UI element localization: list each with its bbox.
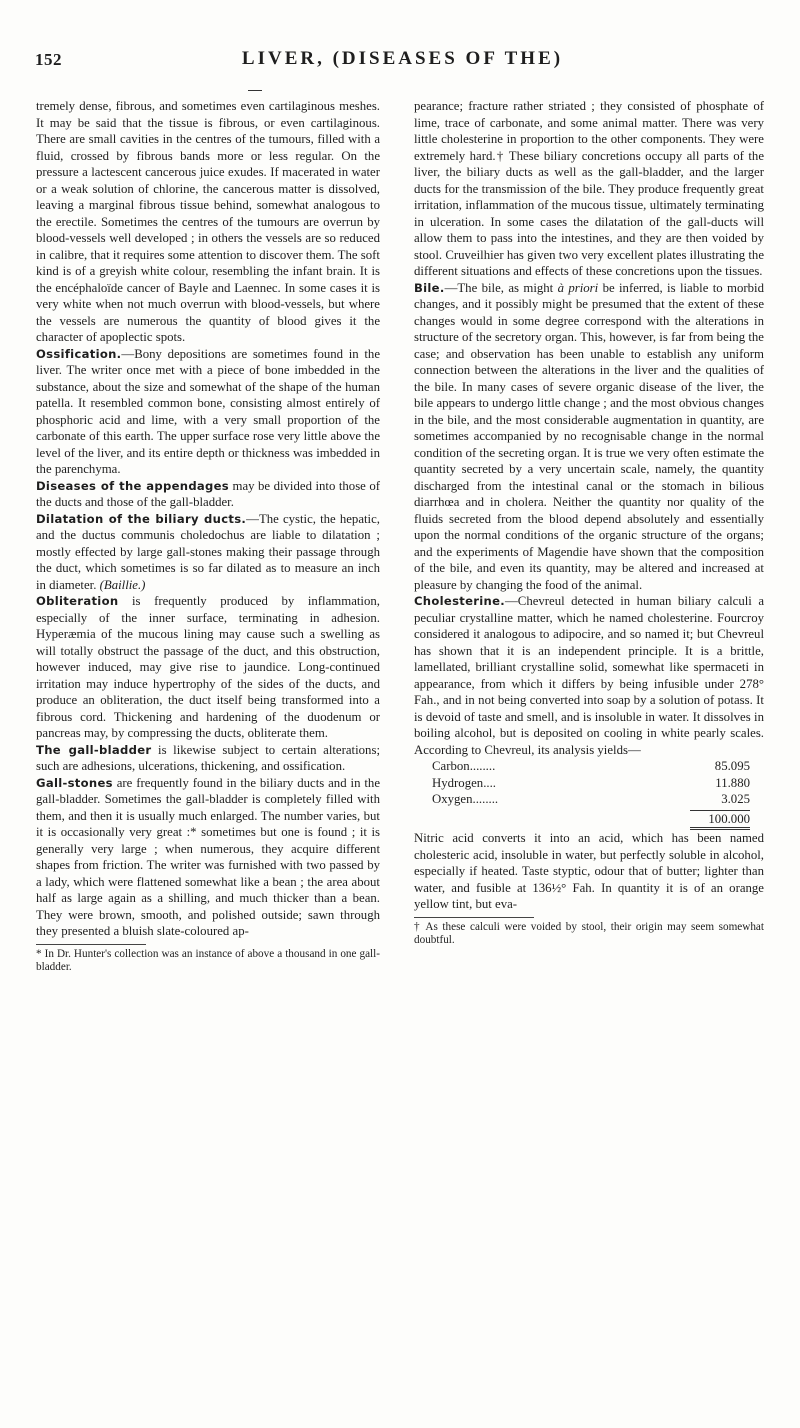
heading-cholesterine: Cholesterine. — [414, 594, 505, 608]
heading-gall-bladder: The gall-bladder — [36, 742, 152, 757]
analysis-name: Carbon — [432, 759, 470, 773]
page-number: 152 — [35, 50, 62, 69]
heading-obliteration: Obliteration — [36, 594, 119, 608]
analysis-dots: .... — [483, 775, 496, 790]
paragraph-appendages — [36, 478, 380, 511]
paragraph-calculi-appearance: pearance; fracture rather striated ; they consisted of phosphate of lime, trace of carbonate, and some animal matter. There was very little cholesterine in proportion to the other components. They were extremely hard.† These biliary concretions occupy all parts of the liver, the biliary ducts as well as the gall-bladder, and the larger ducts for the transmission of the bile. They produce frequently great irritation, inflammation of the mucous tissue, ultimately terminating in ulceration. In some cases the dilatation of the gall-ducts will allow them to pass into the intestines, and they are then voided by stool. Cruveilhier has given two very excellent plates illustrating the different situations and effects of these concretions upon the tissues. — [414, 99, 764, 278]
footnote-rule — [36, 944, 146, 945]
dilatation-citation: (Baillie.) — [99, 577, 146, 592]
ossification-text: —Bony depositions are sometimes found in the liver. The writer once met with a piece of bone imbedded in the substance, about the size and somewhat of the shape of the human patella. It resembled common bone, consisting almost entirely of phosphoric acid and lime, with a very small proportion of the carbonate of this earth. The upper surface rose very little above the level of the liver, and its entire depth or thickness was imbedded in the parenchyma. — [36, 346, 380, 476]
bile-text-a: —The bile, as might — [444, 280, 558, 295]
analysis-name: Hydrogen — [432, 775, 484, 790]
header-ornament — [248, 90, 262, 97]
bile-text-b: be inferred, is liable to morbid changes, and it possibly might be presumed that the extent of these changes would in some degree correspond with the alterations in structure of the secretory organ. This, however, is far from being the case; and observation has been unable to establish any uniform connection between the alterations in the liver and the qualities of the bile. In many cases of severe organic disease of the liver, the bile appears to undergo little change ; and the most obvious changes in the bile, and the most considerable augmentation in quantity, are sometimes accompanied by no recognisable change in the normal condition of the secreting organ. It is true we very often estimate the quantity secreted by a very uncertain scale, namely, the quantity discharged from the intestinal canal or the stomach in bilious diarrhœa and in cholera. Neither the quantity nor quality of the fluids secreted from the blood depend absolutely and essentially upon the normal conditions of the organic structure of the organs; and the experiments of Magendie have shown that the composition of the bile, and even its quantity, may be altered and increased at pleasure by changing the food of the animal. — [414, 280, 764, 592]
left-column — [36, 98, 380, 974]
analysis-table — [432, 758, 750, 830]
gall-bladder-text: is likewise subject to certain alterations; such are adhesions, ulcerations, thickening, and ossification. — [36, 742, 380, 773]
analysis-dots: ........ — [469, 759, 496, 773]
cholesterine-text: —Chevreul detected in human biliary calculi a peculiar crystalline matter, which he named cholesterine. Fourcroy considered it analogous to adipocire, and so named it; but Chevreul has shown that it is an independent principle. It is a brittle, lamellated, brilliant crystalline solid, somewhat like spermaceti in appearance, from which it differs by being infusible under 278° Fah., and in not being converted into soap by a solution of potass. It is devoid of taste and smell, and is insoluble in water. It dissolves in boiling alcohol, but is deposited on cooling in white pearly scales. According to Chevreul, its analysis yields— — [414, 594, 764, 757]
dilatation-text: —The cystic, the hepatic, and the ductus communis choledochus are liable to dilatation ; mostly effected by large gall-stones making their passage through the duct, which sometimes is so far dilated as to measure an inch in diameter. — [36, 511, 380, 592]
heading-ossification: Ossification. — [36, 346, 122, 361]
obliteration-text: is frequently produced by inflammation, especially of the inner surface, terminating in adhesion. Hyperæmia of the mucous lining may cause such a swelling as will totally obstruct the passage of the duct, and this obstruction, however induced, may give rise to jaundice. Long-continued irritation may induce hypertrophy of the sides of the ducts, and produce an obliteration, the duct itself being transformed into a fibrous cord. Thickening and hardening of the duodenum or pancreas may, by compressing the ducts, obliterate them. — [36, 594, 380, 740]
analysis-row — [432, 758, 750, 775]
footnote-rule-right — [414, 917, 534, 918]
page-header — [35, 42, 770, 72]
analysis-total-row — [432, 811, 750, 828]
analysis-dots: ........ — [472, 792, 499, 806]
heading-dilatation: Dilatation of the biliary ducts. — [36, 511, 247, 526]
heading-gall-stones: Gall-stones — [36, 775, 113, 790]
analysis-value: 85.095 — [714, 759, 750, 773]
paragraph-gall-bladder — [36, 742, 380, 775]
analysis-value: 3.025 — [721, 792, 750, 806]
paragraph-obliteration — [36, 593, 380, 742]
paragraph-cholesterine — [414, 593, 764, 758]
analysis-row — [432, 791, 750, 808]
footnote-left: * In Dr. Hunter's collection was an instance of above a thousand in one gall-bladder. — [36, 947, 380, 973]
heading-bile: Bile. — [414, 280, 445, 295]
bile-italic: à priori — [557, 280, 599, 295]
right-column — [414, 98, 764, 947]
paragraph-ossification — [36, 346, 380, 478]
analysis-total: 100.000 — [708, 811, 750, 826]
paragraph-dilatation — [36, 511, 380, 594]
analysis-name: Oxygen — [432, 792, 473, 806]
appendages-text: may be divided into those of the ducts and those of the gall-bladder. — [36, 478, 380, 509]
gall-stones-text: are frequently found in the biliary ducts and in the gall-bladder. Sometimes the gall-bladder is completely filled with them, and then it is usually much enlarged. The number varies, but it is occasionally very great :* sometimes but one is found ; it is generally very large ; when numerous, they acquire different shapes from friction. The writer was furnished with two passed by a lady, which were flattened somewhat like a bean ; the area about half as large again as a shilling, and much thicker than a bean. They were brown, smooth, and polished outside; sawn through they presented a bluish slate-coloured ap- — [36, 775, 380, 938]
paragraph-bile — [414, 280, 764, 594]
analysis-value: 11.880 — [715, 775, 750, 790]
footnote-right: † As these calculi were voided by stool, their origin may seem somewhat doubtful. — [414, 920, 764, 946]
analysis-row — [432, 775, 750, 792]
paragraph-cancer-description: tremely dense, fibrous, and sometimes even cartilaginous meshes. It may be said that the tissue is fibrous, or even cartilaginous. There are small cavities in the centres of the tumours, filled with a fluid, crossed by fibrous bands more or less regular. On the pressure a lactescent cancerous juice exudes. If macerated in water or a weak solution of chlorine, the cancerous matter is dissolved, leaving a marginal fibrous tissue behind, somewhat analogous to the erectile. Sometimes the centres of the tumours are overrun by blood-vessels well developed ; in others the vessels are so reduced in calibre, that it requires some attention to discover them. The soft kind is of a greyish white colour, resembling the infant brain. It is the encéphaloïde cancer of Bayle and Laennec. In some cases it is very white when not much overrun with blood-vessels, but where the vessels are numerous the quantity of blood gives it the character of apoplectic spots. — [36, 99, 380, 344]
running-head: LIVER, (DISEASES OF THE) — [241, 48, 564, 69]
heading-appendages: Diseases of the appendages — [36, 478, 230, 493]
paragraph-nitric-acid: Nitric acid converts it into an acid, which has been named cholesteric acid, insoluble in water, but perfectly soluble in alcohol, especially if heated. Taste styptic, odour that of butter; lighter than water, and fusible at 136½° Fah. In quantity it is of an orange yellow tint, but eva- — [414, 831, 764, 911]
paragraph-gall-stones — [36, 775, 380, 940]
